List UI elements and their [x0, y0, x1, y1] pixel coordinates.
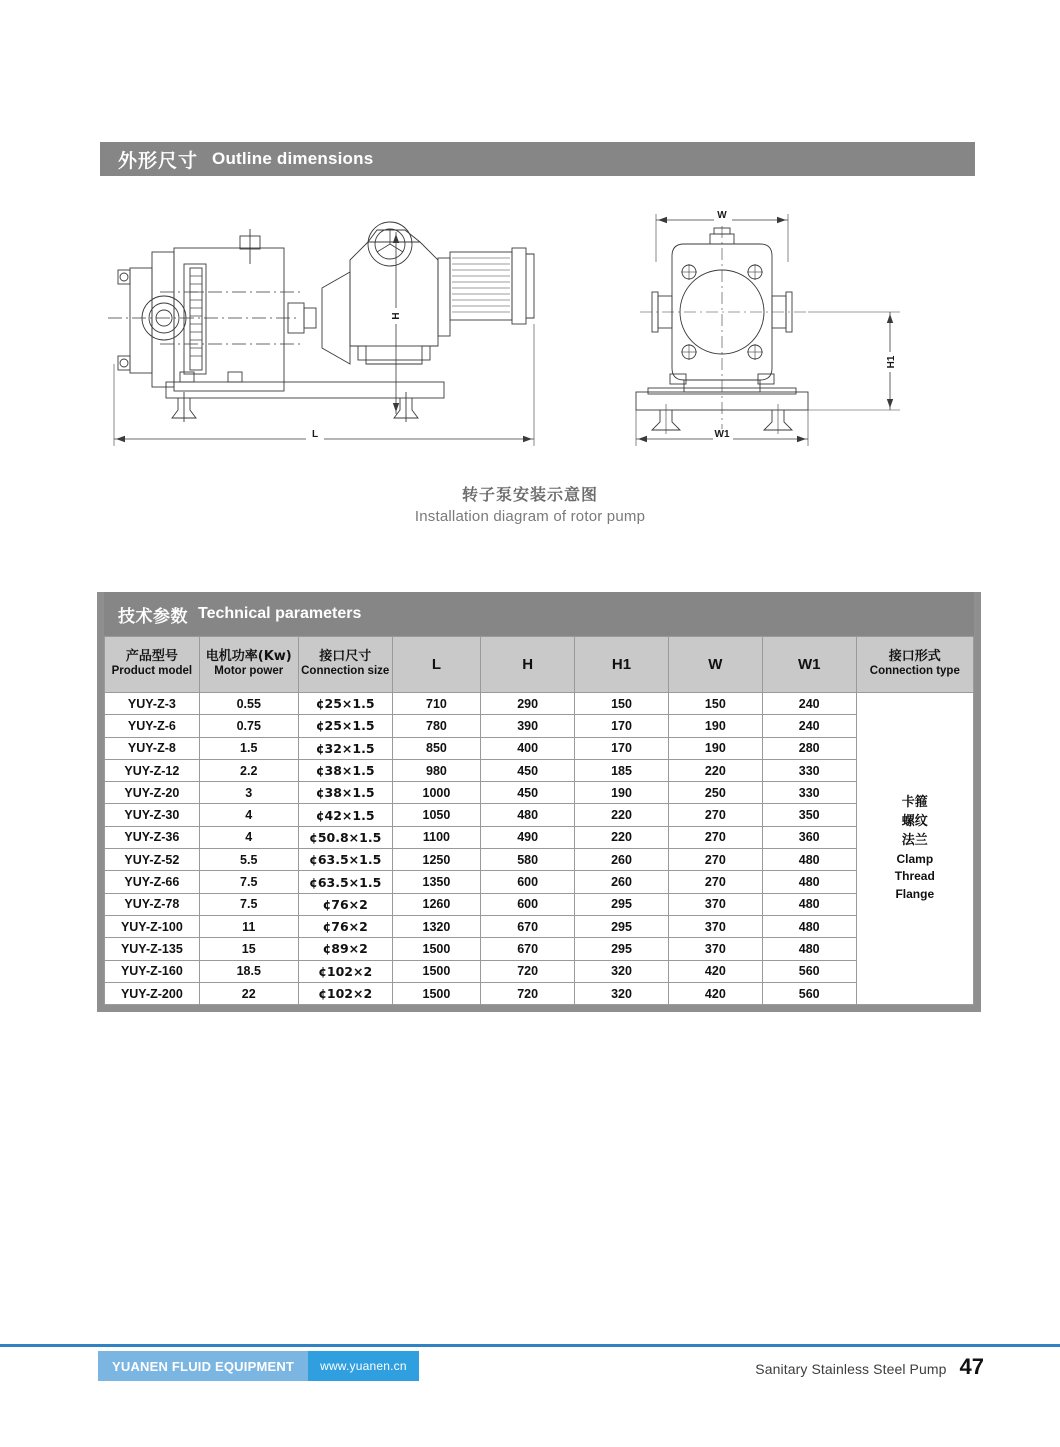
col-header-en: Connection type [869, 665, 960, 678]
cell-product-model: YUY-Z-52 [105, 849, 200, 871]
cell-motor-power: 4 [199, 826, 298, 848]
table-row [105, 826, 974, 848]
cell-L: 1260 [392, 893, 481, 915]
table-row [105, 938, 974, 960]
cell-L: 850 [392, 737, 481, 759]
cell-W: 270 [668, 804, 762, 826]
cell-connection-size: ¢25×1.5 [298, 715, 392, 737]
col-header-cn: 产品型号 [125, 649, 178, 665]
cell-H1: 295 [575, 915, 669, 937]
cell-L: 980 [392, 759, 481, 781]
rotor-pump-technical-drawing [100, 196, 975, 486]
cell-W1: 480 [762, 915, 856, 937]
col-header-label: H [522, 655, 534, 673]
cell-motor-power: 5.5 [199, 849, 298, 871]
cell-connection-size: ¢42×1.5 [298, 804, 392, 826]
cell-motor-power: 0.75 [199, 715, 298, 737]
cell-motor-power: 0.55 [199, 693, 298, 715]
col-header-label: L [431, 655, 442, 673]
cell-motor-power: 2.2 [199, 759, 298, 781]
col-header-H1 [575, 637, 669, 693]
connection-type-cn-line: 卡箍 [901, 795, 928, 811]
cell-L: 1000 [392, 782, 481, 804]
cell-motor-power: 7.5 [199, 871, 298, 893]
cell-product-model: YUY-Z-135 [105, 938, 200, 960]
cell-L: 1250 [392, 849, 481, 871]
cell-W1: 480 [762, 893, 856, 915]
cell-connection-type [856, 693, 973, 1005]
cell-H1: 190 [575, 782, 669, 804]
cell-W1: 330 [762, 782, 856, 804]
brand-name: YUANEN FLUID EQUIPMENT [98, 1351, 308, 1381]
connection-type-cn-line: 法兰 [901, 832, 928, 848]
drawing-svg [100, 196, 975, 486]
table-row [105, 960, 974, 982]
cell-W: 250 [668, 782, 762, 804]
cell-connection-size: ¢25×1.5 [298, 693, 392, 715]
diagram-caption [0, 482, 1060, 525]
cell-H: 600 [481, 893, 575, 915]
cell-H: 480 [481, 804, 575, 826]
table-row [105, 715, 974, 737]
cell-connection-size: ¢38×1.5 [298, 759, 392, 781]
cell-W: 270 [668, 871, 762, 893]
col-header-product-model [105, 637, 200, 693]
col-header-W1 [762, 637, 856, 693]
brand-block [98, 1351, 419, 1381]
cell-H1: 295 [575, 938, 669, 960]
col-header-label: H1 [611, 655, 632, 673]
cell-H: 670 [481, 915, 575, 937]
cell-W1: 560 [762, 982, 856, 1004]
col-header-motor-power [199, 637, 298, 693]
cell-product-model: YUY-Z-78 [105, 893, 200, 915]
cell-product-model: YUY-Z-100 [105, 915, 200, 937]
side-view [108, 222, 534, 446]
cell-H1: 320 [575, 960, 669, 982]
cell-connection-size: ¢38×1.5 [298, 782, 392, 804]
cell-motor-power: 18.5 [199, 960, 298, 982]
cell-L: 1500 [392, 960, 481, 982]
cell-product-model: YUY-Z-12 [105, 759, 200, 781]
cell-W: 420 [668, 982, 762, 1004]
section-title-en: Outline dimensions [212, 149, 374, 168]
cell-W1: 280 [762, 737, 856, 759]
cell-L: 780 [392, 715, 481, 737]
page-footer [0, 1349, 1060, 1385]
cell-connection-size: ¢76×2 [298, 915, 392, 937]
caption-cn: 转子泵安装示意图 [461, 485, 598, 504]
cell-W: 370 [668, 893, 762, 915]
caption-en: Installation diagram of rotor pump [414, 508, 646, 525]
dim-label-W1: W1 [714, 429, 730, 440]
cell-connection-size: ¢76×2 [298, 893, 392, 915]
cell-motor-power: 4 [199, 804, 298, 826]
table-row [105, 893, 974, 915]
table-row [105, 693, 974, 715]
cell-W: 150 [668, 693, 762, 715]
cell-L: 1350 [392, 871, 481, 893]
cell-W1: 350 [762, 804, 856, 826]
cell-H: 400 [481, 737, 575, 759]
footer-divider-rule [0, 1344, 1060, 1347]
cell-H: 720 [481, 982, 575, 1004]
cell-W1: 480 [762, 871, 856, 893]
cell-motor-power: 22 [199, 982, 298, 1004]
col-header-cn: 电机功率(Kw) [205, 649, 292, 665]
col-header-L [392, 637, 481, 693]
cell-H1: 170 [575, 737, 669, 759]
dim-label-H1: H1 [886, 355, 897, 369]
col-header-connection-type [856, 637, 973, 693]
cell-H1: 220 [575, 804, 669, 826]
cell-product-model: YUY-Z-8 [105, 737, 200, 759]
col-header-connection-size [298, 637, 392, 693]
cell-W1: 240 [762, 715, 856, 737]
cell-W: 190 [668, 737, 762, 759]
cell-W1: 330 [762, 759, 856, 781]
cell-L: 1050 [392, 804, 481, 826]
cell-W: 370 [668, 938, 762, 960]
brand-website-link[interactable]: www.yuanen.cn [308, 1351, 419, 1381]
front-view [636, 214, 900, 446]
col-header-en: Product model [111, 665, 193, 678]
section-title-cn: 外形尺寸 [118, 149, 199, 172]
dim-L [114, 324, 534, 446]
col-header-W [668, 637, 762, 693]
cell-connection-size: ¢63.5×1.5 [298, 871, 392, 893]
cell-H1: 150 [575, 693, 669, 715]
connection-type-cn-line: 螺纹 [901, 814, 928, 830]
connection-type-en-line: Flange [895, 886, 935, 901]
cell-product-model: YUY-Z-3 [105, 693, 200, 715]
cell-H: 490 [481, 826, 575, 848]
cell-motor-power: 3 [199, 782, 298, 804]
cell-connection-size: ¢89×2 [298, 938, 392, 960]
cell-motor-power: 7.5 [199, 893, 298, 915]
col-header-en: Motor power [214, 665, 284, 678]
cell-H1: 220 [575, 826, 669, 848]
cell-H: 390 [481, 715, 575, 737]
parameters-table [104, 636, 974, 1005]
cell-H1: 320 [575, 982, 669, 1004]
cell-L: 1100 [392, 826, 481, 848]
cell-W1: 240 [762, 693, 856, 715]
cell-H1: 185 [575, 759, 669, 781]
cell-W: 220 [668, 759, 762, 781]
cell-W1: 480 [762, 849, 856, 871]
cell-H: 290 [481, 693, 575, 715]
cell-H: 670 [481, 938, 575, 960]
cell-motor-power: 11 [199, 915, 298, 937]
table-body [105, 693, 974, 1005]
table-head [105, 637, 974, 693]
cell-H1: 295 [575, 893, 669, 915]
cell-connection-size: ¢32×1.5 [298, 737, 392, 759]
cell-H: 720 [481, 960, 575, 982]
cell-H: 450 [481, 759, 575, 781]
cell-W: 270 [668, 849, 762, 871]
cell-L: 710 [392, 693, 481, 715]
cell-H: 450 [481, 782, 575, 804]
col-header-cn: 接口尺寸 [319, 649, 372, 665]
table-row [105, 737, 974, 759]
cell-W1: 360 [762, 826, 856, 848]
cell-H: 580 [481, 849, 575, 871]
cell-H: 600 [481, 871, 575, 893]
cell-H1: 170 [575, 715, 669, 737]
product-line-label: Sanitary Stainless Steel Pump [755, 1361, 947, 1377]
cell-product-model: YUY-Z-160 [105, 960, 200, 982]
table-row [105, 871, 974, 893]
cell-product-model: YUY-Z-20 [105, 782, 200, 804]
col-header-H [481, 637, 575, 693]
cell-product-model: YUY-Z-36 [105, 826, 200, 848]
cell-motor-power: 15 [199, 938, 298, 960]
col-header-en: Connection size [301, 665, 390, 678]
dim-label-L: L [311, 429, 319, 440]
section-header-bar [100, 142, 975, 176]
cell-L: 1320 [392, 915, 481, 937]
connection-type-en-line: Clamp [896, 851, 934, 866]
cell-motor-power: 1.5 [199, 737, 298, 759]
cell-product-model: YUY-Z-200 [105, 982, 200, 1004]
connection-type-en-line: Thread [894, 869, 935, 884]
cell-W: 370 [668, 915, 762, 937]
dim-label-W: W [717, 210, 727, 221]
col-header-cn: 接口形式 [888, 649, 941, 665]
table-row [105, 804, 974, 826]
table-row [105, 849, 974, 871]
table-row [105, 915, 974, 937]
cell-W: 420 [668, 960, 762, 982]
technical-parameters-block [97, 592, 981, 1012]
cell-connection-size: ¢102×2 [298, 960, 392, 982]
cell-product-model: YUY-Z-6 [105, 715, 200, 737]
cell-product-model: YUY-Z-66 [105, 871, 200, 893]
col-header-label: W [708, 655, 723, 673]
cell-W1: 560 [762, 960, 856, 982]
dim-label-H: H [391, 312, 402, 320]
cell-W: 270 [668, 826, 762, 848]
cell-H1: 260 [575, 871, 669, 893]
page-number: 47 [959, 1354, 984, 1379]
header-row [105, 637, 974, 693]
table-title-bar [104, 592, 974, 636]
table-row [105, 759, 974, 781]
cell-connection-size: ¢50.8×1.5 [298, 826, 392, 848]
table-title-cn: 技术参数 [118, 606, 188, 627]
footer-right-block [755, 1354, 984, 1380]
cell-product-model: YUY-Z-30 [105, 804, 200, 826]
table-row [105, 782, 974, 804]
cell-L: 1500 [392, 938, 481, 960]
cell-W1: 480 [762, 938, 856, 960]
cell-L: 1500 [392, 982, 481, 1004]
table-row [105, 982, 974, 1004]
cell-connection-size: ¢63.5×1.5 [298, 849, 392, 871]
cell-H1: 260 [575, 849, 669, 871]
cell-connection-size: ¢102×2 [298, 982, 392, 1004]
cell-W: 190 [668, 715, 762, 737]
col-header-label: W1 [797, 655, 821, 673]
table-title-en: Technical parameters [198, 605, 362, 622]
